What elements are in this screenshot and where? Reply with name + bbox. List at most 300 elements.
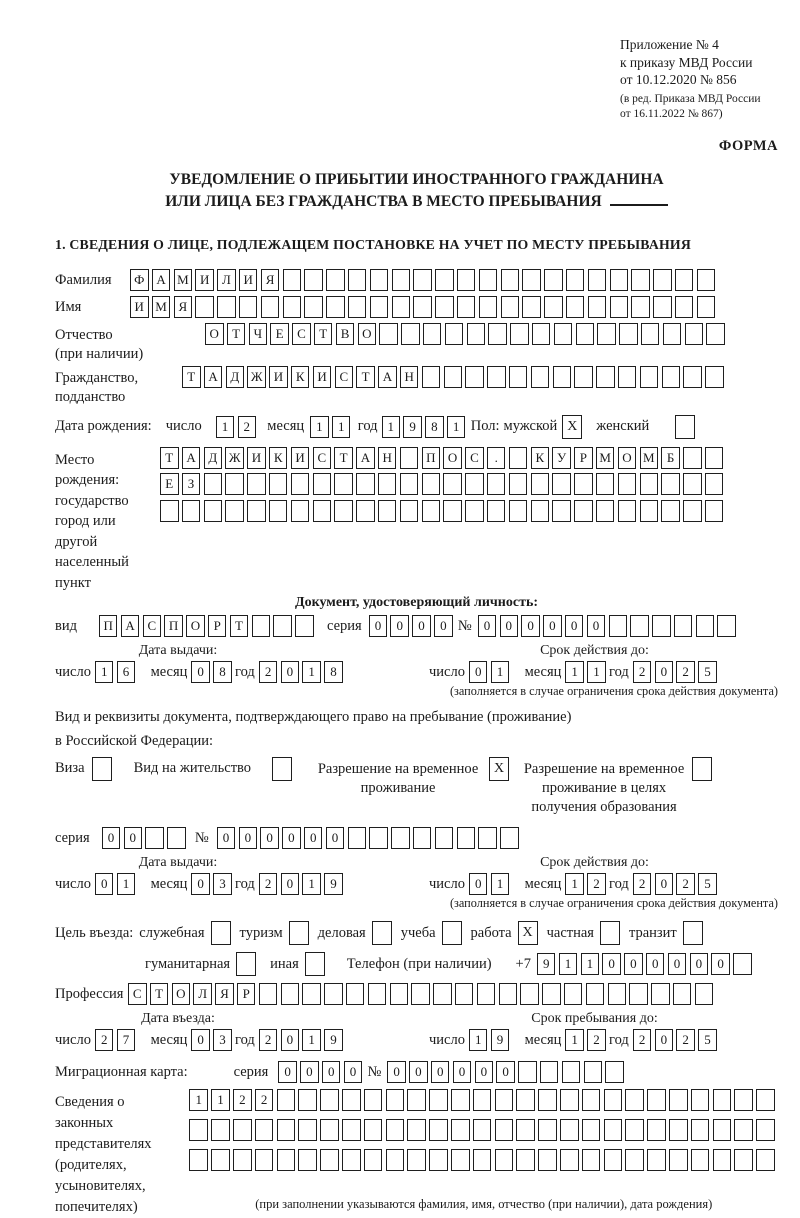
char-box[interactable]: Р — [208, 615, 227, 637]
char-box[interactable]: 0 — [434, 615, 453, 637]
char-box[interactable] — [313, 500, 332, 522]
char-box[interactable]: 0 — [453, 1061, 472, 1083]
char-box[interactable] — [407, 1119, 426, 1141]
purpose-business-checkbox[interactable] — [372, 921, 392, 945]
char-box[interactable]: 0 — [344, 1061, 363, 1083]
char-box[interactable]: У — [552, 447, 571, 469]
char-box[interactable] — [683, 473, 702, 495]
char-box[interactable] — [582, 1149, 601, 1171]
char-box[interactable]: Д — [226, 366, 245, 388]
char-box[interactable] — [604, 1149, 623, 1171]
char-box[interactable] — [625, 1089, 644, 1111]
char-box[interactable]: 2 — [255, 1089, 274, 1111]
char-box[interactable]: 2 — [259, 1029, 278, 1051]
char-box[interactable] — [697, 269, 716, 291]
char-box[interactable]: Р — [237, 983, 256, 1005]
char-box[interactable]: Б — [661, 447, 680, 469]
char-box[interactable]: М — [152, 296, 171, 318]
char-box[interactable] — [326, 269, 345, 291]
char-box[interactable]: Е — [160, 473, 179, 495]
char-box[interactable] — [562, 1061, 581, 1083]
purpose-work-checkbox[interactable]: X — [518, 921, 538, 945]
char-box[interactable] — [443, 500, 462, 522]
char-box[interactable] — [544, 296, 563, 318]
char-box[interactable]: 1 — [332, 416, 351, 438]
char-box[interactable] — [618, 366, 637, 388]
char-box[interactable] — [392, 296, 411, 318]
char-box[interactable]: С — [128, 983, 147, 1005]
char-box[interactable] — [457, 296, 476, 318]
char-box[interactable] — [683, 366, 702, 388]
char-box[interactable]: 0 — [521, 615, 540, 637]
char-box[interactable] — [631, 296, 650, 318]
char-box[interactable] — [429, 1149, 448, 1171]
char-box[interactable] — [683, 500, 702, 522]
char-box[interactable] — [320, 1089, 339, 1111]
char-box[interactable]: Ж — [225, 447, 244, 469]
char-box[interactable]: 0 — [217, 827, 236, 849]
char-box[interactable] — [334, 500, 353, 522]
char-box[interactable]: 1 — [565, 661, 584, 683]
char-box[interactable] — [566, 269, 585, 291]
char-box[interactable] — [435, 827, 454, 849]
char-box[interactable]: О — [186, 615, 205, 637]
char-box[interactable]: И — [291, 447, 310, 469]
char-box[interactable] — [455, 983, 474, 1005]
char-box[interactable] — [518, 1061, 537, 1083]
char-box[interactable] — [713, 1119, 732, 1141]
char-box[interactable] — [516, 1089, 535, 1111]
char-box[interactable] — [619, 323, 638, 345]
char-box[interactable] — [516, 1149, 535, 1171]
char-box[interactable]: 0 — [469, 661, 488, 683]
char-box[interactable] — [473, 1089, 492, 1111]
char-box[interactable]: 0 — [655, 661, 674, 683]
char-box[interactable] — [520, 983, 539, 1005]
char-box[interactable]: 0 — [300, 1061, 319, 1083]
char-box[interactable] — [629, 983, 648, 1005]
char-box[interactable]: 0 — [412, 615, 431, 637]
char-box[interactable]: Д — [204, 447, 223, 469]
char-box[interactable] — [647, 1089, 666, 1111]
sex-male-checkbox[interactable]: X — [562, 415, 582, 439]
char-box[interactable]: 0 — [282, 827, 301, 849]
char-box[interactable] — [342, 1089, 361, 1111]
char-box[interactable] — [167, 827, 186, 849]
char-box[interactable] — [413, 827, 432, 849]
char-box[interactable] — [239, 296, 258, 318]
char-box[interactable]: О — [172, 983, 191, 1005]
char-box[interactable] — [630, 615, 649, 637]
char-box[interactable] — [423, 323, 442, 345]
char-box[interactable]: 3 — [213, 1029, 232, 1051]
char-box[interactable] — [640, 366, 659, 388]
char-box[interactable] — [576, 323, 595, 345]
char-box[interactable] — [369, 827, 388, 849]
char-box[interactable]: 1 — [302, 661, 321, 683]
char-box[interactable]: 1 — [565, 1029, 584, 1051]
char-box[interactable] — [247, 473, 266, 495]
char-box[interactable]: 0 — [191, 661, 210, 683]
char-box[interactable] — [370, 269, 389, 291]
char-box[interactable] — [326, 296, 345, 318]
char-box[interactable]: 2 — [633, 873, 652, 895]
char-box[interactable] — [706, 323, 725, 345]
char-box[interactable]: Т — [182, 366, 201, 388]
char-box[interactable]: В — [336, 323, 355, 345]
char-box[interactable]: М — [596, 447, 615, 469]
char-box[interactable]: 1 — [95, 661, 114, 683]
char-box[interactable]: 0 — [602, 953, 621, 975]
char-box[interactable] — [444, 366, 463, 388]
sex-female-checkbox[interactable] — [675, 415, 695, 439]
char-box[interactable]: 0 — [500, 615, 519, 637]
char-box[interactable] — [277, 1089, 296, 1111]
char-box[interactable]: Т — [356, 366, 375, 388]
char-box[interactable] — [734, 1119, 753, 1141]
char-box[interactable]: 1 — [491, 661, 510, 683]
char-box[interactable] — [204, 500, 223, 522]
char-box[interactable]: 1 — [587, 661, 606, 683]
char-box[interactable] — [538, 1149, 557, 1171]
char-box[interactable] — [465, 366, 484, 388]
char-box[interactable] — [733, 953, 752, 975]
char-box[interactable] — [348, 296, 367, 318]
char-box[interactable] — [433, 983, 452, 1005]
char-box[interactable] — [641, 323, 660, 345]
char-box[interactable]: 0 — [496, 1061, 515, 1083]
char-box[interactable]: Л — [193, 983, 212, 1005]
char-box[interactable]: И — [269, 366, 288, 388]
char-box[interactable] — [647, 1119, 666, 1141]
char-box[interactable] — [631, 269, 650, 291]
char-box[interactable]: 0 — [624, 953, 643, 975]
char-box[interactable] — [538, 1089, 557, 1111]
char-box[interactable] — [669, 1089, 688, 1111]
purpose-study-checkbox[interactable] — [442, 921, 462, 945]
char-box[interactable] — [661, 473, 680, 495]
char-box[interactable]: А — [121, 615, 140, 637]
char-box[interactable] — [651, 983, 670, 1005]
char-box[interactable] — [269, 473, 288, 495]
char-box[interactable] — [509, 473, 528, 495]
char-box[interactable] — [695, 983, 714, 1005]
char-box[interactable] — [487, 366, 506, 388]
char-box[interactable]: 0 — [191, 873, 210, 895]
char-box[interactable]: 0 — [281, 1029, 300, 1051]
char-box[interactable] — [696, 615, 715, 637]
char-box[interactable] — [477, 983, 496, 1005]
char-box[interactable]: И — [313, 366, 332, 388]
char-box[interactable]: 0 — [191, 1029, 210, 1051]
char-box[interactable] — [479, 296, 498, 318]
char-box[interactable]: 8 — [324, 661, 343, 683]
char-box[interactable] — [756, 1119, 775, 1141]
char-box[interactable] — [683, 447, 702, 469]
char-box[interactable] — [685, 323, 704, 345]
char-box[interactable] — [531, 366, 550, 388]
char-box[interactable] — [669, 1149, 688, 1171]
char-box[interactable]: 0 — [655, 873, 674, 895]
char-box[interactable] — [295, 615, 314, 637]
char-box[interactable]: 0 — [646, 953, 665, 975]
char-box[interactable]: 0 — [711, 953, 730, 975]
char-box[interactable]: 0 — [390, 615, 409, 637]
char-box[interactable] — [160, 500, 179, 522]
char-box[interactable]: 1 — [302, 873, 321, 895]
char-box[interactable] — [510, 323, 529, 345]
char-box[interactable]: 0 — [565, 615, 584, 637]
char-box[interactable] — [531, 500, 550, 522]
temp-residence-checkbox[interactable]: X — [489, 757, 509, 781]
char-box[interactable] — [588, 269, 607, 291]
char-box[interactable]: 2 — [676, 661, 695, 683]
char-box[interactable] — [653, 269, 672, 291]
char-box[interactable]: А — [152, 269, 171, 291]
char-box[interactable] — [411, 983, 430, 1005]
char-box[interactable] — [378, 473, 397, 495]
char-box[interactable] — [734, 1089, 753, 1111]
temp-residence-education-checkbox[interactable] — [692, 757, 712, 781]
char-box[interactable] — [368, 983, 387, 1005]
char-box[interactable] — [291, 473, 310, 495]
char-box[interactable] — [618, 500, 637, 522]
char-box[interactable] — [574, 500, 593, 522]
char-box[interactable] — [259, 983, 278, 1005]
char-box[interactable] — [717, 615, 736, 637]
char-box[interactable]: Ж — [247, 366, 266, 388]
char-box[interactable] — [531, 473, 550, 495]
char-box[interactable] — [451, 1089, 470, 1111]
char-box[interactable] — [400, 500, 419, 522]
char-box[interactable]: 0 — [587, 615, 606, 637]
char-box[interactable] — [422, 473, 441, 495]
char-box[interactable]: 1 — [302, 1029, 321, 1051]
char-box[interactable]: Т — [334, 447, 353, 469]
char-box[interactable] — [522, 296, 541, 318]
char-box[interactable] — [302, 983, 321, 1005]
char-box[interactable]: Я — [261, 269, 280, 291]
char-box[interactable] — [662, 366, 681, 388]
char-box[interactable] — [320, 1149, 339, 1171]
char-box[interactable]: Л — [217, 269, 236, 291]
char-box[interactable] — [422, 500, 441, 522]
char-box[interactable] — [467, 323, 486, 345]
char-box[interactable] — [283, 296, 302, 318]
char-box[interactable] — [582, 1089, 601, 1111]
char-box[interactable]: 9 — [324, 873, 343, 895]
char-box[interactable]: 0 — [278, 1061, 297, 1083]
char-box[interactable] — [386, 1149, 405, 1171]
char-box[interactable] — [304, 269, 323, 291]
char-box[interactable] — [756, 1089, 775, 1111]
char-box[interactable] — [544, 269, 563, 291]
char-box[interactable] — [597, 323, 616, 345]
char-box[interactable] — [697, 296, 716, 318]
char-box[interactable]: 6 — [117, 661, 136, 683]
char-box[interactable] — [640, 473, 659, 495]
char-box[interactable] — [320, 1119, 339, 1141]
char-box[interactable] — [413, 269, 432, 291]
char-box[interactable] — [356, 473, 375, 495]
char-box[interactable]: 5 — [698, 1029, 717, 1051]
char-box[interactable] — [204, 473, 223, 495]
char-box[interactable]: Ф — [130, 269, 149, 291]
char-box[interactable]: П — [422, 447, 441, 469]
char-box[interactable] — [604, 1089, 623, 1111]
char-box[interactable]: 0 — [469, 873, 488, 895]
char-box[interactable]: К — [531, 447, 550, 469]
char-box[interactable] — [283, 269, 302, 291]
char-box[interactable]: И — [195, 269, 214, 291]
char-box[interactable] — [553, 366, 572, 388]
char-box[interactable]: 0 — [239, 827, 258, 849]
char-box[interactable]: 8 — [213, 661, 232, 683]
char-box[interactable] — [542, 983, 561, 1005]
char-box[interactable] — [582, 1119, 601, 1141]
char-box[interactable] — [713, 1149, 732, 1171]
char-box[interactable]: 1 — [382, 416, 401, 438]
char-box[interactable] — [501, 296, 520, 318]
char-box[interactable] — [386, 1119, 405, 1141]
char-box[interactable]: Е — [270, 323, 289, 345]
char-box[interactable]: Я — [174, 296, 193, 318]
char-box[interactable]: 1 — [117, 873, 136, 895]
char-box[interactable]: 9 — [537, 953, 556, 975]
char-box[interactable] — [443, 473, 462, 495]
purpose-other-checkbox[interactable] — [305, 952, 325, 976]
char-box[interactable]: 9 — [491, 1029, 510, 1051]
purpose-private-checkbox[interactable] — [600, 921, 620, 945]
char-box[interactable]: 0 — [260, 827, 279, 849]
char-box[interactable] — [560, 1149, 579, 1171]
char-box[interactable] — [608, 983, 627, 1005]
char-box[interactable]: 0 — [369, 615, 388, 637]
char-box[interactable] — [233, 1149, 252, 1171]
visa-checkbox[interactable] — [92, 757, 112, 781]
char-box[interactable] — [625, 1119, 644, 1141]
char-box[interactable]: 1 — [211, 1089, 230, 1111]
char-box[interactable] — [675, 296, 694, 318]
char-box[interactable]: 8 — [425, 416, 444, 438]
residence-permit-checkbox[interactable] — [272, 757, 292, 781]
char-box[interactable] — [734, 1149, 753, 1171]
char-box[interactable] — [413, 296, 432, 318]
char-box[interactable]: С — [143, 615, 162, 637]
char-box[interactable] — [211, 1149, 230, 1171]
char-box[interactable] — [705, 366, 724, 388]
char-box[interactable]: О — [618, 447, 637, 469]
char-box[interactable] — [610, 269, 629, 291]
char-box[interactable] — [370, 296, 389, 318]
char-box[interactable] — [501, 269, 520, 291]
char-box[interactable] — [640, 500, 659, 522]
char-box[interactable] — [538, 1119, 557, 1141]
char-box[interactable]: 0 — [387, 1061, 406, 1083]
char-box[interactable]: 0 — [543, 615, 562, 637]
char-box[interactable]: 0 — [124, 827, 143, 849]
char-box[interactable] — [661, 500, 680, 522]
char-box[interactable]: 2 — [238, 416, 257, 438]
char-box[interactable] — [465, 473, 484, 495]
char-box[interactable] — [522, 269, 541, 291]
char-box[interactable]: П — [99, 615, 118, 637]
char-box[interactable] — [364, 1149, 383, 1171]
char-box[interactable] — [378, 500, 397, 522]
char-box[interactable]: А — [204, 366, 223, 388]
char-box[interactable] — [574, 473, 593, 495]
char-box[interactable] — [691, 1149, 710, 1171]
char-box[interactable] — [182, 500, 201, 522]
char-box[interactable] — [509, 366, 528, 388]
char-box[interactable]: И — [247, 447, 266, 469]
char-box[interactable] — [407, 1089, 426, 1111]
char-box[interactable]: 1 — [189, 1089, 208, 1111]
char-box[interactable] — [255, 1119, 274, 1141]
char-box[interactable]: 9 — [403, 416, 422, 438]
char-box[interactable] — [324, 983, 343, 1005]
char-box[interactable] — [304, 296, 323, 318]
char-box[interactable]: С — [335, 366, 354, 388]
char-box[interactable] — [364, 1119, 383, 1141]
char-box[interactable] — [217, 296, 236, 318]
char-box[interactable] — [348, 827, 367, 849]
char-box[interactable] — [407, 1149, 426, 1171]
char-box[interactable] — [457, 269, 476, 291]
char-box[interactable] — [705, 473, 724, 495]
char-box[interactable]: 0 — [95, 873, 114, 895]
char-box[interactable] — [509, 447, 528, 469]
char-box[interactable] — [247, 500, 266, 522]
char-box[interactable] — [298, 1149, 317, 1171]
char-box[interactable] — [465, 500, 484, 522]
char-box[interactable] — [429, 1089, 448, 1111]
char-box[interactable] — [674, 615, 693, 637]
char-box[interactable]: Р — [574, 447, 593, 469]
char-box[interactable] — [586, 983, 605, 1005]
char-box[interactable]: 3 — [213, 873, 232, 895]
char-box[interactable]: 1 — [581, 953, 600, 975]
char-box[interactable]: 0 — [102, 827, 121, 849]
char-box[interactable] — [277, 1149, 296, 1171]
char-box[interactable]: П — [164, 615, 183, 637]
char-box[interactable] — [487, 473, 506, 495]
char-box[interactable]: 2 — [633, 1029, 652, 1051]
char-box[interactable]: 7 — [117, 1029, 136, 1051]
char-box[interactable] — [500, 827, 519, 849]
char-box[interactable] — [596, 366, 615, 388]
char-box[interactable] — [422, 366, 441, 388]
char-box[interactable] — [487, 500, 506, 522]
char-box[interactable] — [435, 296, 454, 318]
char-box[interactable] — [499, 983, 518, 1005]
char-box[interactable] — [588, 296, 607, 318]
char-box[interactable] — [364, 1089, 383, 1111]
char-box[interactable]: 9 — [324, 1029, 343, 1051]
char-box[interactable]: 0 — [326, 827, 345, 849]
char-box[interactable] — [540, 1061, 559, 1083]
char-box[interactable] — [386, 1089, 405, 1111]
char-box[interactable]: 1 — [447, 416, 466, 438]
char-box[interactable] — [379, 323, 398, 345]
char-box[interactable] — [356, 500, 375, 522]
char-box[interactable] — [346, 983, 365, 1005]
char-box[interactable] — [298, 1089, 317, 1111]
purpose-humanitarian-checkbox[interactable] — [236, 952, 256, 976]
char-box[interactable] — [195, 296, 214, 318]
char-box[interactable] — [532, 323, 551, 345]
char-box[interactable] — [495, 1089, 514, 1111]
